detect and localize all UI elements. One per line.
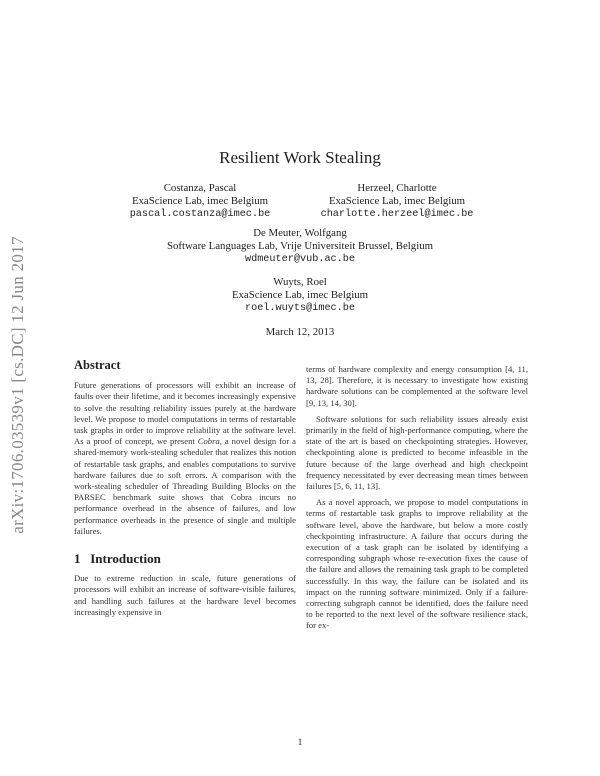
author-affiliation: Software Languages Lab, Vrije Universiteit Brussel, Belgium: [166, 240, 433, 252]
paragraph: Software solutions for such reliability issues already exist primarily in the field of high-performance computing, where the state of the art is based on checkpointing strategies. However, checkpointing alone is predicted to become infeasible in the future because of the large overhead and high checkpoint frequency necessitated by ever decreasing mean times between failures [5, 6, 11, 13].: [306, 413, 528, 492]
introduction-heading: 1 Introduction: [74, 551, 161, 567]
left-column: [74, 360, 296, 618]
author-affiliation: ExaScience Lab, imec Belgium: [231, 289, 369, 301]
paper-title: Resilient Work Stealing: [219, 148, 381, 167]
introduction-text: Due to extreme reduction in scale, future generations of processors will exhibit an increase of software-visible failures, and handling such failures at the hardware level becomes increasingly expensive in: [74, 573, 296, 617]
author-block-1: [110, 182, 290, 221]
author-name: Herzeel, Charlotte: [357, 182, 437, 194]
abstract-text: Future generations of processors will exhibit an increase of faults over their lifetime, and it becomes increasingly expensive to solve the resulting reliability issues purely at the hardware level. We propose to model computations in terms of restartable task graphs in order to improve reliability at the software level. As a proof of concept, we present Cobra, a novel design for a shared-memory work-stealing scheduler that realizes this notion of restartable task graphs, and enables computations to survive hardware failures due to soft errors. A comparison with the work-stealing scheduler of Threading Building Blocks on the PARSEC benchmark suite shows that Cobra incurs no performance overhead in the absence of failures, and low performance overheads in the presence of single and multiple failures.: [74, 380, 296, 536]
author-block-3: [100, 227, 500, 266]
author-name: De Meuter, Wolfgang: [253, 227, 347, 239]
author-name: Costanza, Pascal: [163, 182, 237, 194]
author-email: charlotte.herzeel@imec.be: [320, 209, 474, 220]
author-email: wdmeuter@vub.ac.be: [244, 254, 356, 265]
arxiv-id: arXiv:1706.03539v1 [cs.DC] 12 Jun 2017: [8, 236, 27, 534]
author-block-4: [150, 276, 450, 315]
author-email: roel.wuyts@imec.be: [244, 303, 356, 314]
right-column: [306, 364, 528, 632]
author-affiliation: ExaScience Lab, imec Belgium: [131, 195, 269, 207]
author-email: pascal.costanza@imec.be: [129, 209, 271, 220]
paper-date: March 12, 2013: [265, 326, 335, 338]
paragraph: As a novel approach, we propose to model computations in terms of restartable task graphs to improve reliability at the software level, above the hardware, but below a more costly checkpointing infrastructure. A failure that occurs during the execution of a task graph can be isolated by identifying a corresponding subgraph whose re-execution fixes the cause of the failure and allows the remaining task graph to be completed successfully. In this way, the failure can be isolated and its impact on the running software minimized. Only if a failure-correcting subgraph cannot be identified, does the failure need to be reported to the next level of the software resilience stack, for ex-: [306, 497, 528, 631]
page-number: 1: [297, 737, 303, 747]
author-affiliation: ExaScience Lab, imec Belgium: [328, 195, 466, 207]
author-block-2: [302, 182, 492, 221]
paragraph: terms of hardware complexity and energy consumption [4, 11, 13, 28]. Therefore, it is necessary to investigate how existing hardware solutions can be complemented at the software level [9, 13, 14, 30].: [306, 364, 528, 408]
author-name: Wuyts, Roel: [273, 276, 327, 288]
arxiv-sidebar: [4, 205, 32, 565]
abstract-heading: Abstract: [74, 358, 121, 372]
